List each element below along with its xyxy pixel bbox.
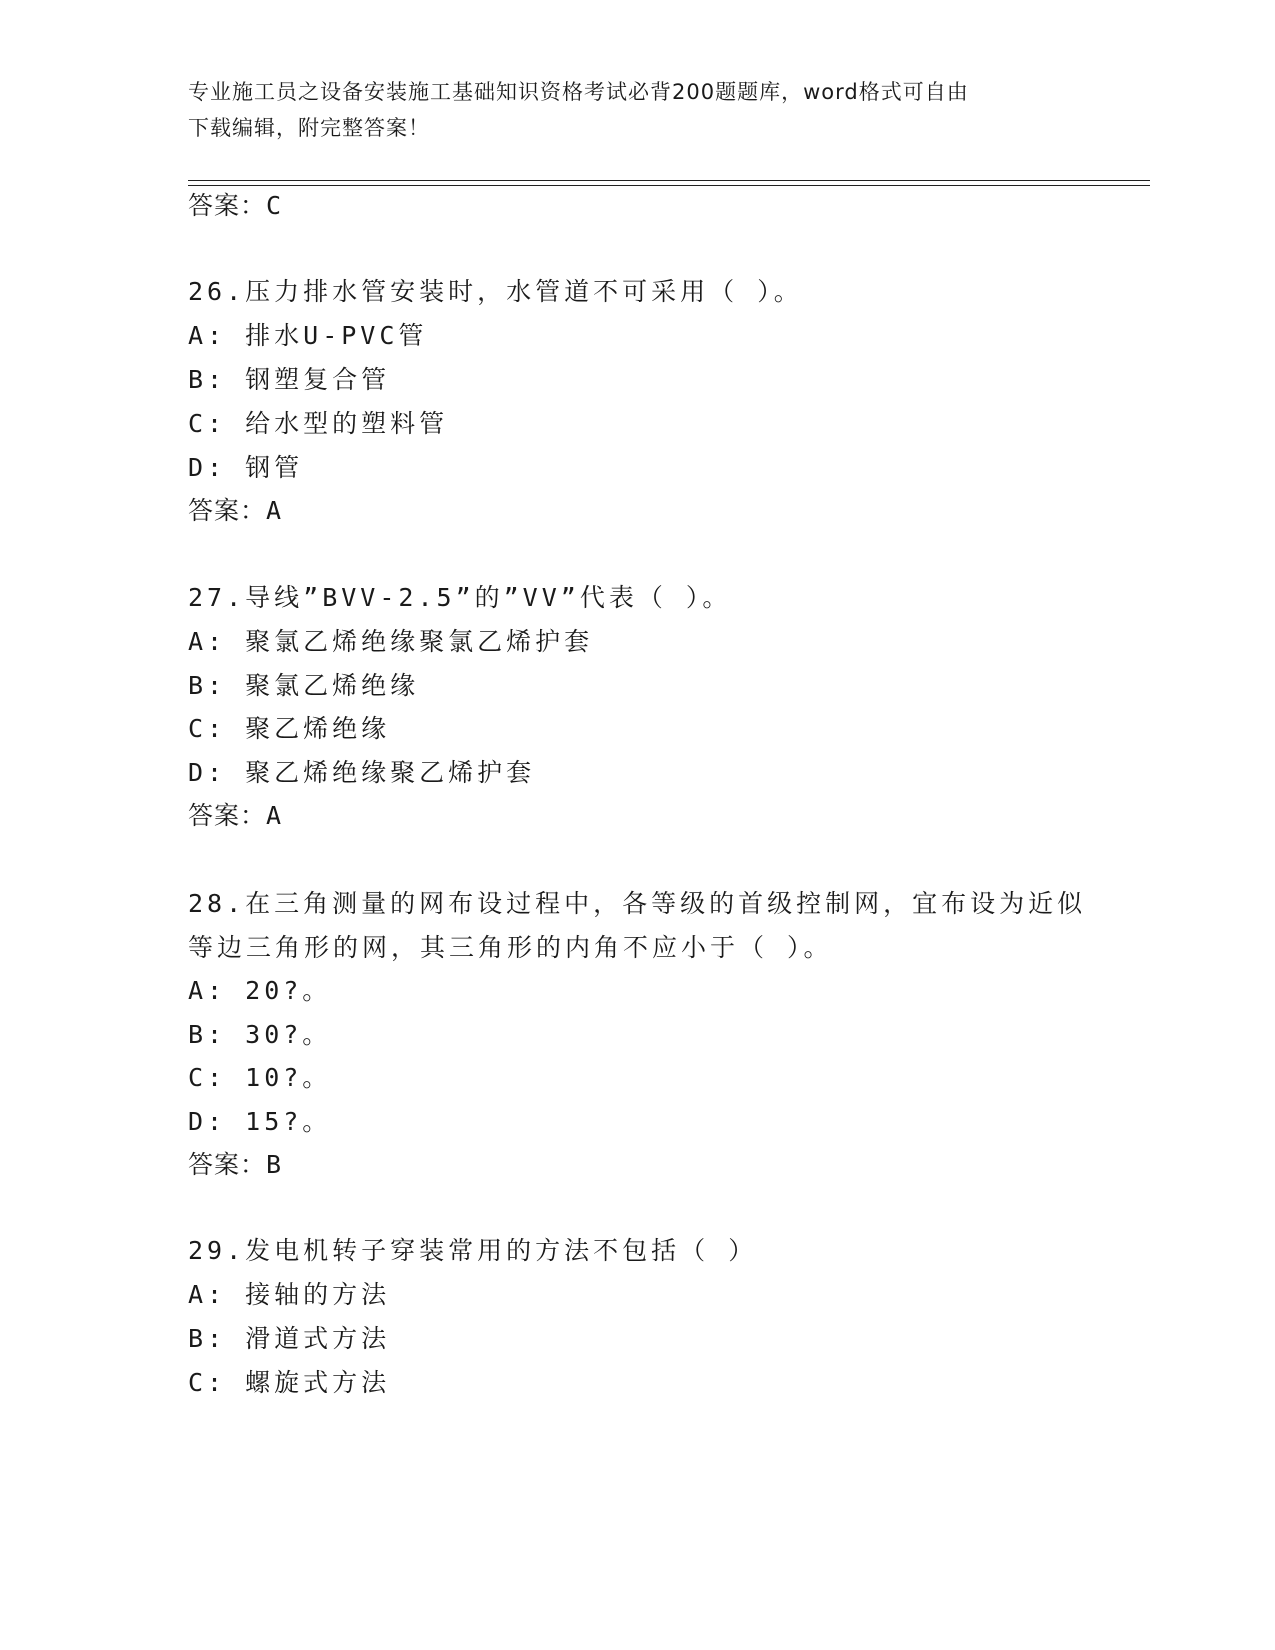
answer-label: 答案：: [188, 496, 267, 525]
option-27-c: C: 聚乙烯绝缘: [188, 714, 391, 743]
header-line-1: 专业施工员之设备安装施工基础知识资格考试必背200题题库，word格式可自由: [188, 80, 969, 104]
question-28-line-2: 等边三角形的网，其三角形的内角不应小于（ ）。: [188, 933, 833, 962]
answer-label: 答案：: [188, 801, 267, 830]
question-27: 27.导线”BVV-2.5”的”VV”代表（ ）。: [188, 583, 732, 612]
option-28-a: A: 20?。: [188, 976, 332, 1005]
option-28-d: D: 15?。: [188, 1107, 332, 1136]
document-header: [188, 74, 1088, 146]
answer-25: [188, 186, 282, 222]
answer-label: 答案：: [188, 1150, 267, 1179]
question-28-line-1: 28.在三角测量的网布设过程中，各等级的首级控制网，宜布设为近似: [188, 889, 1087, 918]
option-29-a: A: 接轴的方法: [188, 1280, 391, 1309]
option-29-b: B: 滑道式方法: [188, 1324, 391, 1353]
option-27-b: B: 聚氯乙烯绝缘: [188, 671, 420, 700]
option-29-c: C: 螺旋式方法: [188, 1368, 391, 1397]
option-26-d: D: 钢管: [188, 453, 304, 482]
question-29: 29.发电机转子穿装常用的方法不包括（ ）: [188, 1236, 758, 1265]
option-27-a: A: 聚氯乙烯绝缘聚氯乙烯护套: [188, 627, 594, 656]
answer-value: C: [266, 191, 283, 220]
header-line-2: 下载编辑，附完整答案！: [188, 116, 430, 140]
answer-28: [188, 1145, 282, 1181]
answer-label: 答案：: [188, 191, 267, 220]
answer-value: A: [266, 801, 283, 830]
header-divider-bottom: [188, 185, 1150, 186]
answer-26: [188, 491, 282, 527]
answer-value: A: [266, 496, 283, 525]
option-26-c: C: 给水型的塑料管: [188, 409, 449, 438]
header-divider-top: [188, 180, 1150, 181]
question-26: 26.压力排水管安装时，水管道不可采用（ ）。: [188, 277, 803, 306]
option-28-b: B: 30?。: [188, 1020, 332, 1049]
option-26-b: B: 钢塑复合管: [188, 365, 391, 394]
option-28-c: C: 10?。: [188, 1063, 332, 1092]
answer-value: B: [266, 1150, 283, 1179]
option-26-a: A: 排水U-PVC管: [188, 321, 428, 350]
answer-27: [188, 796, 282, 832]
option-27-d: D: 聚乙烯绝缘聚乙烯护套: [188, 758, 536, 787]
